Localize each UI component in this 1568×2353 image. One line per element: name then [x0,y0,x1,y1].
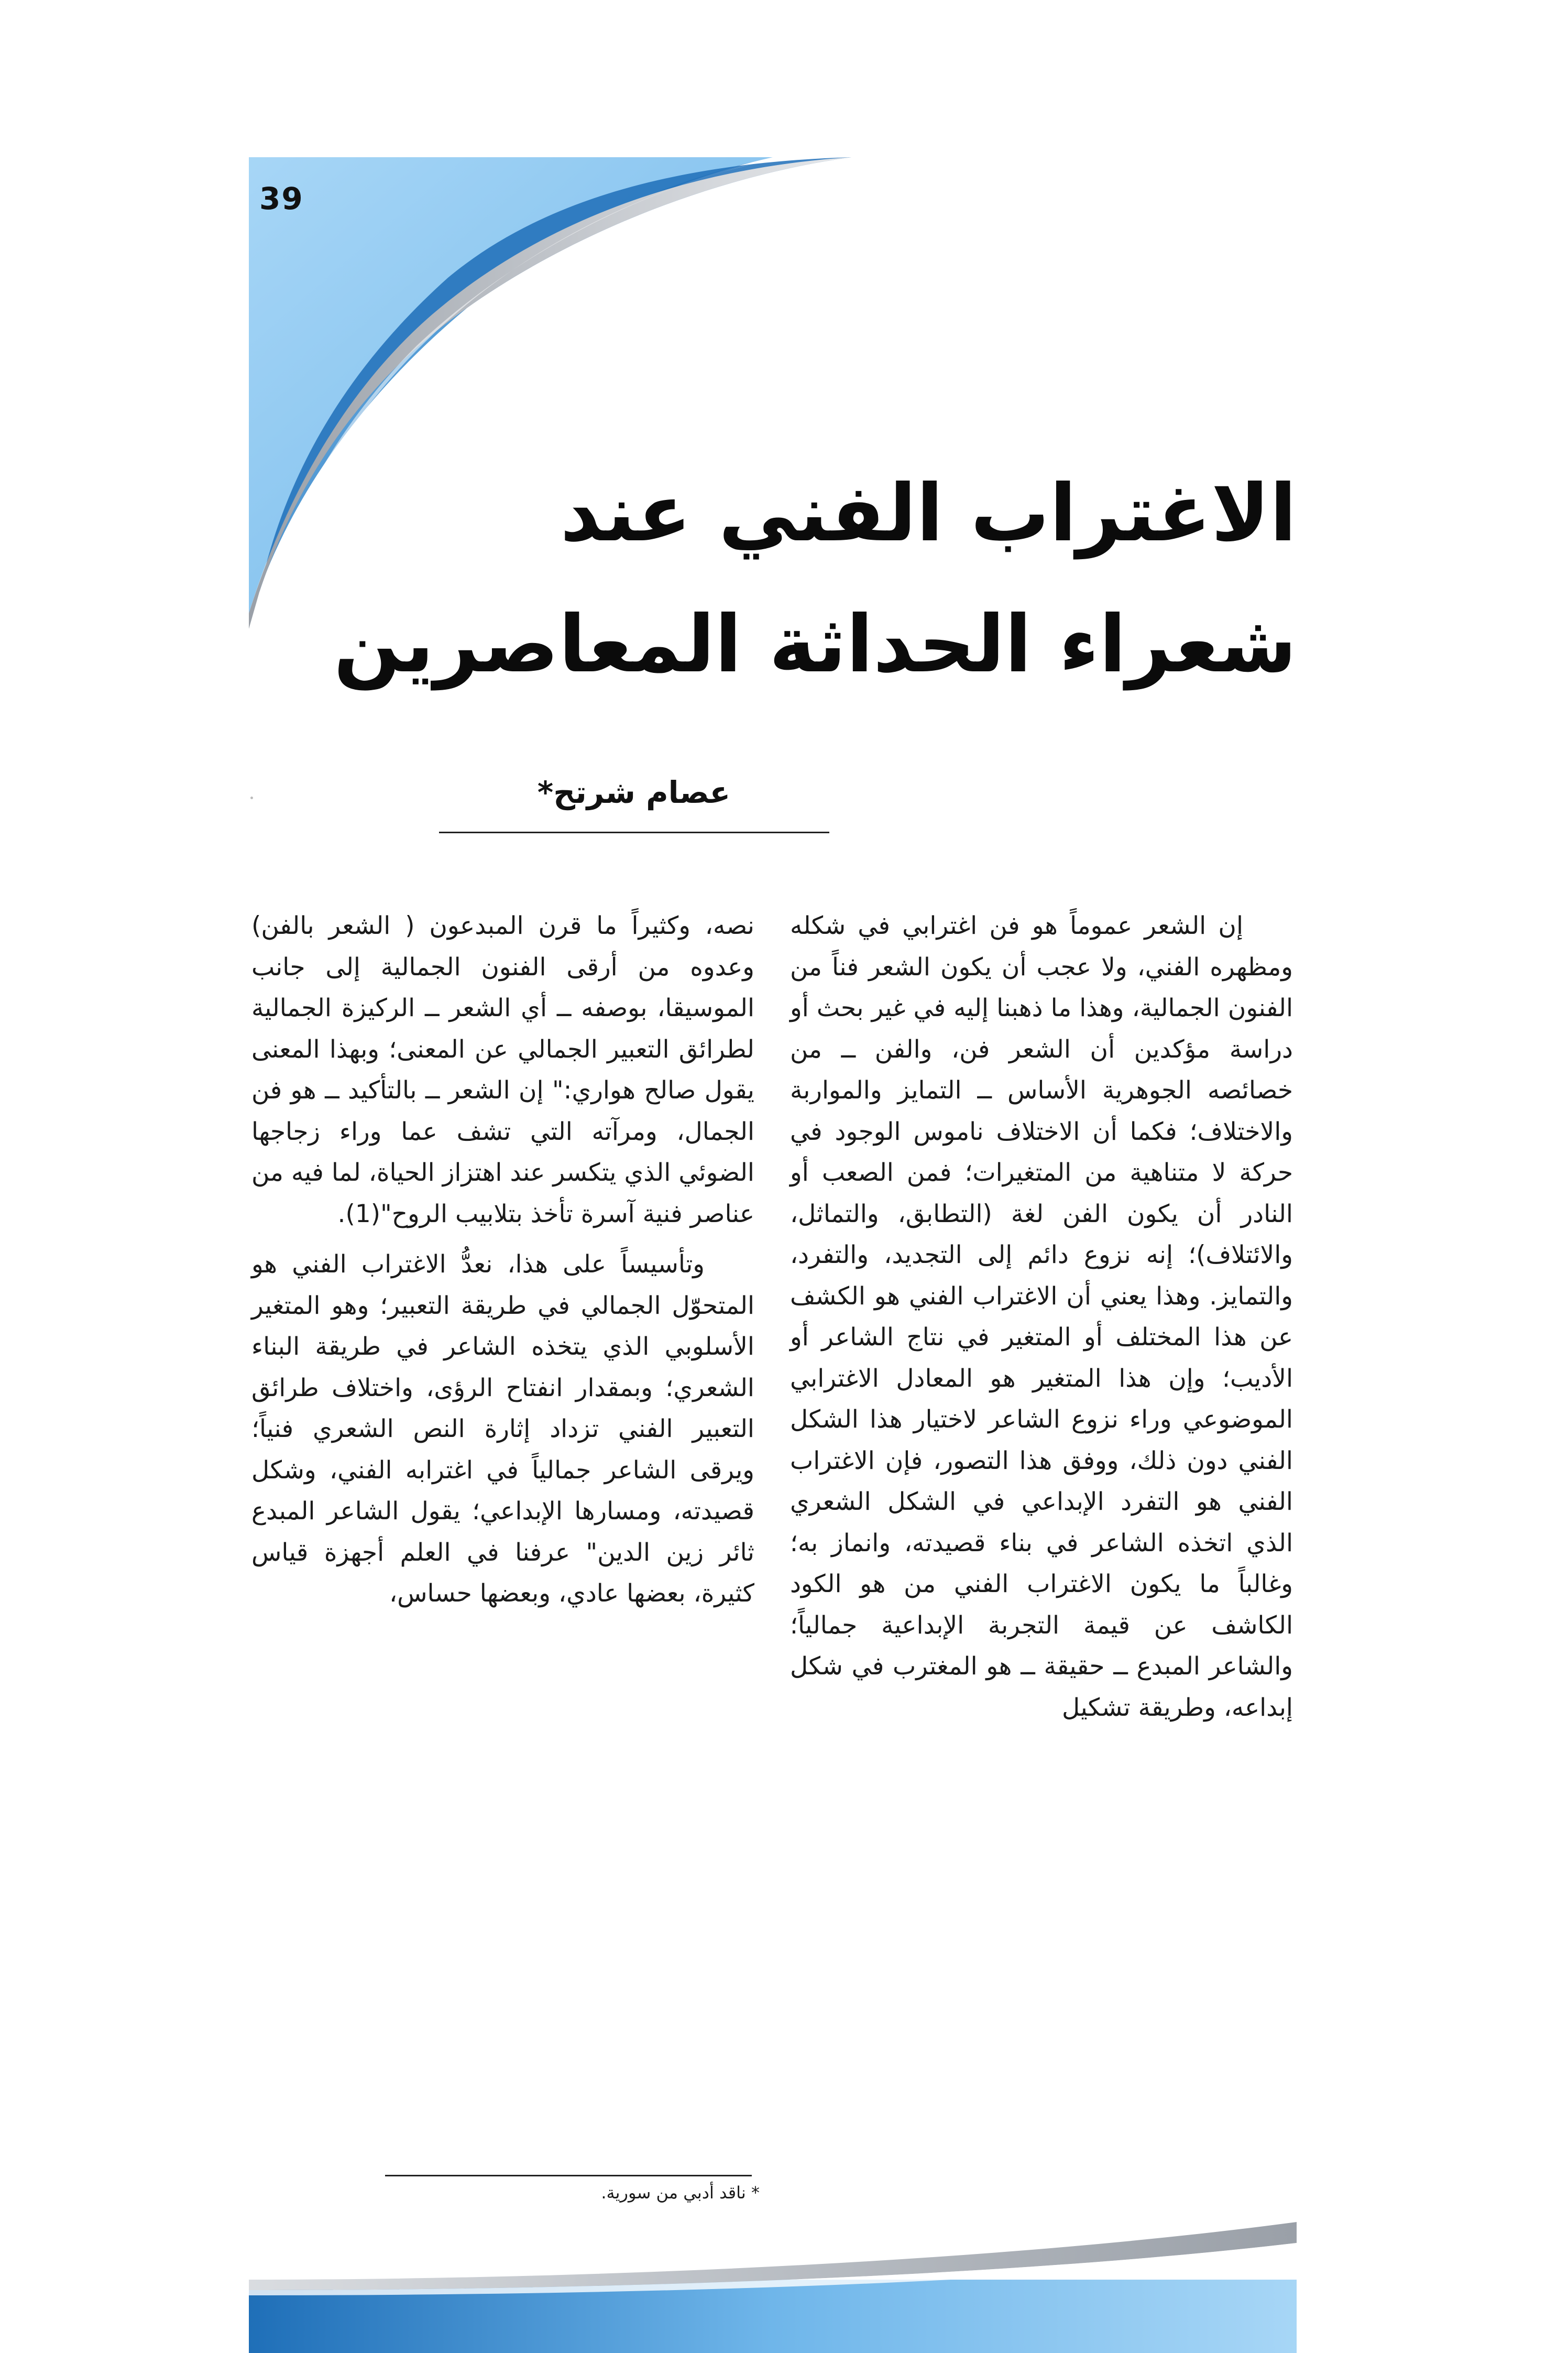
article-column-left [251,906,754,1615]
footnote: * ناقد أدبي من سورية. [601,2183,760,2203]
author-divider [439,832,829,833]
article-title-line-2: شعراء الحداثة المعاصرين [333,599,1297,690]
footnote-divider [385,2175,752,2176]
left-column-paragraph-1: نصه، وكثيراً ما قرن المبدعون ( الشعر بالفن) وعدوه من أرقى الفنون الجمالية إلى جانب الموسيقا، بوصفه ــ أي الشعر ــ الركيزة الجمالية لطرائق التعبير الجمالي عن المعنى؛ وبهذا المعنى يقول صالح هواري:" إن الشعر ــ بالتأكيد ــ هو فن الجمال، ومرآته التي تشف عما وراء زجاجها الضوئي الذي يتكسر عند اهتزاز الحياة، لما فيه من عناصر فنية آسرة تأخذ بتلابيب الروح"(1). [251,911,754,1228]
author-name: عصام شرتح* [537,775,731,810]
left-column-paragraph-2: وتأسيساً على هذا، نعدُّ الاغتراب الفني هو المتحوّل الجمالي في طريقة التعبير؛ وهو المتغير الأسلوبي الذي يتخذه الشاعر في طريقة البناء الشعري؛ وبمقدار انفتاح الرؤى، واختلاف طرائق التعبير الفني تزداد إثارة النص الشعري فنياً؛ ويرقى الشاعر جمالياً في اغترابه الفني، وشكل قصيدته، ومسارها الإبداعي؛ يقول الشاعر المبدع ثائر زين الدين" عرفنا في العلم أجهزة قياس كثيرة، بعضها عادي، وبعضها حساس، [251,1250,754,1608]
article-title-line-1: الاغتراب الفني عند [560,468,1297,559]
page-number: 39 [259,181,304,216]
article-column-right [790,906,1293,1728]
article-title [333,448,1297,710]
footer-swoosh-art [249,2222,1297,2353]
decorative-dot [250,797,253,799]
right-column-paragraph-1: إن الشعر عموماً هو فن اغترابي في شكله ومظهره الفني، ولا عجب أن يكون الشعر فناً من الفنون الجمالية، وهذا ما ذهبنا إليه في غير بحث أو دراسة مؤكدين أن الشعر فن، والفن ــ من خصائصه الجوهرية الأساس ــ التمايز والمواربة والاختلاف؛ فكما أن الاختلاف ناموس الوجود في حركة لا متناهية من المتغيرات؛ فمن الصعب أو النادر أن يكون الفن لغة (التطابق، والتماثل، والائتلاف)؛ إنه نزوع دائم إلى التجديد، والتفرد، والتمايز. وهذا يعني أن الاغتراب الفني هو الكشف عن هذا المختلف أو المتغير في نتاج الشاعر أو الأديب؛ وإن هذا المتغير هو المعادل الاغترابي الموضوعي وراء نزوع الشاعر لاختيار هذا الشكل الفني دون ذلك، ووفق هذا التصور، فإن الاغتراب الفني هو التفرد الإبداعي في الشكل الشعري الذي اتخذه الشاعر في بناء قصيدته، وانماز به؛ وغالباً ما يكون الاغتراب الفني من هو الكود الكاشف عن قيمة التجربة الإبداعية جمالياً؛ والشاعر المبدع ــ حقيقة ــ هو المغترب في شكل إبداعه، وطريقة تشكيل [790,911,1293,1722]
